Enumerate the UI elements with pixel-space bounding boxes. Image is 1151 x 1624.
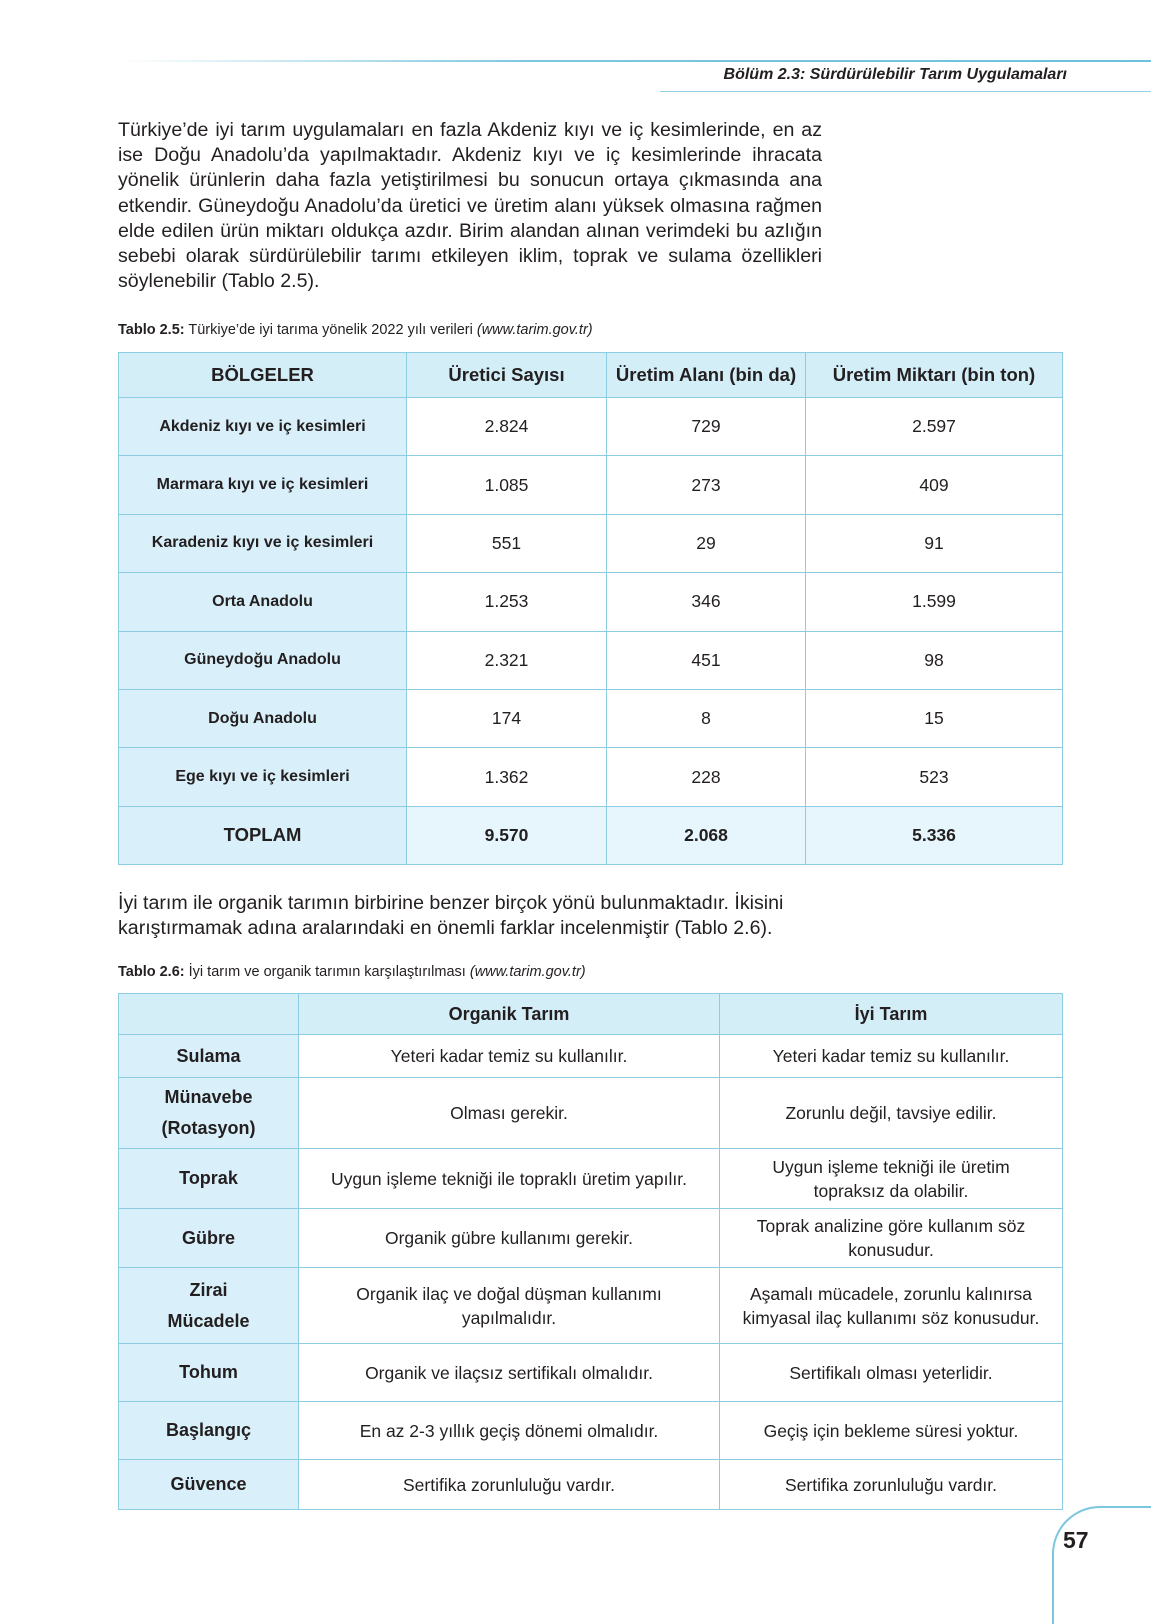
table-row <box>119 398 1063 456</box>
region-cell: Karadeniz kıyı ve iç kesimleri <box>119 514 407 572</box>
region-cell: Marmara kıyı ve iç kesimleri <box>119 456 407 514</box>
table-row <box>119 1460 1063 1510</box>
table-row <box>119 1402 1063 1460</box>
criterion-label: Mücadele <box>167 1310 250 1331</box>
region-cell: Güneydoğu Anadolu <box>119 631 407 689</box>
total-label-cell: TOPLAM <box>119 806 407 864</box>
table2-header-row <box>119 994 1063 1035</box>
good-practice-cell: Sertifikalı olması yeterlidir. <box>720 1344 1063 1402</box>
table2-header-blank <box>119 994 299 1035</box>
table1-header-row <box>119 353 1063 398</box>
criterion-cell <box>119 1078 299 1149</box>
total-value-cell: 2.068 <box>607 806 806 864</box>
criterion-label: Sulama <box>176 1045 241 1066</box>
page-number: 57 <box>1063 1527 1089 1553</box>
good-practice-cell: Aşamalı mücadele, zorunlu kalınırsa kimyasal ilaç kullanımı söz konusudur. <box>720 1268 1063 1344</box>
value-cell: 29 <box>607 514 806 572</box>
value-cell: 523 <box>806 748 1063 806</box>
region-cell: Doğu Anadolu <box>119 689 407 747</box>
table-row <box>119 1344 1063 1402</box>
table2-caption-source: (www.tarim.gov.tr) <box>469 964 586 980</box>
table-row <box>119 1268 1063 1344</box>
organic-cell: Organik ve ilaçsız sertifikalı olmalıdır. <box>299 1344 720 1402</box>
value-cell: 1.362 <box>407 748 607 806</box>
page-number-frame <box>1052 1506 1151 1624</box>
organic-cell: Organik ilaç ve doğal düşman kullanımı yapılmalıdır. <box>299 1268 720 1344</box>
value-cell: 228 <box>607 748 806 806</box>
value-cell: 1.599 <box>806 573 1063 631</box>
good-practice-cell: Geçiş için bekleme süresi yoktur. <box>720 1402 1063 1460</box>
good-practice-cell: Zorunlu değil, tavsiye edilir. <box>720 1078 1063 1149</box>
region-cell: Orta Anadolu <box>119 573 407 631</box>
good-practice-cell: Uygun işleme tekniği ile üretim topraksız da olabilir. <box>720 1149 1063 1209</box>
value-cell: 1.253 <box>407 573 607 631</box>
value-cell: 409 <box>806 456 1063 514</box>
table-row <box>119 514 1063 572</box>
table1-caption-source: (www.tarim.gov.tr) <box>476 322 593 338</box>
table-row <box>119 1078 1063 1149</box>
value-cell: 346 <box>607 573 806 631</box>
criterion-label: Toprak <box>179 1168 238 1188</box>
value-cell: 451 <box>607 631 806 689</box>
intro-paragraph: Türkiye’de iyi tarım uygulamaları en fazla Akdeniz kıyı ve iç kesimlerinde, en az ise Doğu Anadolu’da yapılmaktadır. Akdeniz kıyı ve iç kesimlerinde ihracata yönelik ürünlerin daha fazla yetiştirilmesi bu sonucun ortaya çıkmasında ana etkendir. Güneydoğu Anadolu’da üretici ve üretim alanı yüksek olmasına rağmen elde edilen ürün miktarı oldukça azdır. Birim alandan alınan verimdeki bu azlığın sebebi olarak sürdürülebilir tarımı etkileyen iklim, toprak ve sulama özellikleri söylenebilir (Tablo 2.5). <box>118 119 822 293</box>
table-row <box>119 689 1063 747</box>
table2-caption-label: Tablo 2.6: <box>118 964 185 980</box>
region-cell: Akdeniz kıyı ve iç kesimleri <box>119 398 407 456</box>
table2-caption-text: İyi tarım ve organik tarımın karşılaştırılması <box>184 964 470 980</box>
organic-cell: Organik gübre kullanımı gerekir. <box>299 1209 720 1268</box>
table2-caption <box>118 964 586 980</box>
table-row <box>119 1035 1063 1078</box>
criterion-cell <box>119 1149 299 1209</box>
table1-header-cell: BÖLGELER <box>119 353 407 398</box>
table-row <box>119 631 1063 689</box>
value-cell: 174 <box>407 689 607 747</box>
criterion-label: Tohum <box>179 1362 238 1382</box>
total-value-cell: 9.570 <box>407 806 607 864</box>
good-practice-cell: Yeteri kadar temiz su kullanılır. <box>720 1035 1063 1078</box>
value-cell: 729 <box>607 398 806 456</box>
header-underline <box>660 91 1151 92</box>
criterion-label: (Rotasyon) <box>161 1118 256 1138</box>
good-practice-cell: Sertifika zorunluluğu vardır. <box>720 1460 1063 1510</box>
organic-cell: Uygun işleme tekniği ile topraklı üretim yapılır. <box>299 1149 720 1209</box>
value-cell: 8 <box>607 689 806 747</box>
criterion-cell <box>119 1268 299 1344</box>
organic-cell: Sertifika zorunluluğu vardır. <box>299 1460 720 1510</box>
criterion-label: Zirai <box>189 1279 228 1300</box>
value-cell: 15 <box>806 689 1063 747</box>
criterion-label: Gübre <box>181 1227 235 1248</box>
value-cell: 1.085 <box>407 456 607 514</box>
total-value-cell: 5.336 <box>806 806 1063 864</box>
value-cell: 2.824 <box>407 398 607 456</box>
table1-caption-label: Tablo 2.5: <box>118 322 185 338</box>
organic-cell: Yeteri kadar temiz su kullanılır. <box>299 1035 720 1078</box>
table-2-5 <box>118 352 1063 865</box>
header-rule <box>120 60 1151 62</box>
table1-caption <box>118 322 593 338</box>
criterion-cell <box>119 1209 299 1268</box>
criterion-label: Münavebe <box>164 1087 253 1107</box>
value-cell: 551 <box>407 514 607 572</box>
organic-cell: Olması gerekir. <box>299 1078 720 1149</box>
table2-header-cell: İyi Tarım <box>720 994 1063 1035</box>
comparison-paragraph: İyi tarım ile organik tarımın birbirine benzer birçok yönü bulunmaktadır. İkisini karıştırmamak adına aralarındaki en önemli farklar incelenmiştir (Tablo 2.6). <box>118 892 784 940</box>
value-cell: 2.597 <box>806 398 1063 456</box>
criterion-label: Güvence <box>170 1474 247 1494</box>
table-row <box>119 456 1063 514</box>
criterion-cell <box>119 1460 299 1510</box>
section-title: Bölüm 2.3: Sürdürülebilir Tarım Uygulamaları <box>723 66 1067 83</box>
criterion-cell <box>119 1344 299 1402</box>
value-cell: 273 <box>607 456 806 514</box>
value-cell: 2.321 <box>407 631 607 689</box>
criterion-label: Başlangıç <box>165 1420 252 1440</box>
value-cell: 98 <box>806 631 1063 689</box>
good-practice-cell: Toprak analizine göre kullanım söz konusudur. <box>720 1209 1063 1268</box>
table-2-6 <box>118 993 1063 1510</box>
table2-header-cell: Organik Tarım <box>299 994 720 1035</box>
criterion-cell <box>119 1035 299 1078</box>
criterion-cell <box>119 1402 299 1460</box>
table-row <box>119 1149 1063 1209</box>
value-cell: 91 <box>806 514 1063 572</box>
total-row <box>119 806 1063 864</box>
table1-header-cell: Üretim Miktarı (bin ton) <box>806 353 1063 398</box>
organic-cell: En az 2-3 yıllık geçiş dönemi olmalıdır. <box>299 1402 720 1460</box>
table1-header-cell: Üretim Alanı (bin da) <box>607 353 806 398</box>
table1-caption-text: Türkiye’de iyi tarıma yönelik 2022 yılı verileri <box>184 322 477 338</box>
table-row <box>119 573 1063 631</box>
table-row <box>119 748 1063 806</box>
table-row <box>119 1209 1063 1268</box>
region-cell: Ege kıyı ve iç kesimleri <box>119 748 407 806</box>
table1-header-cell: Üretici Sayısı <box>407 353 607 398</box>
